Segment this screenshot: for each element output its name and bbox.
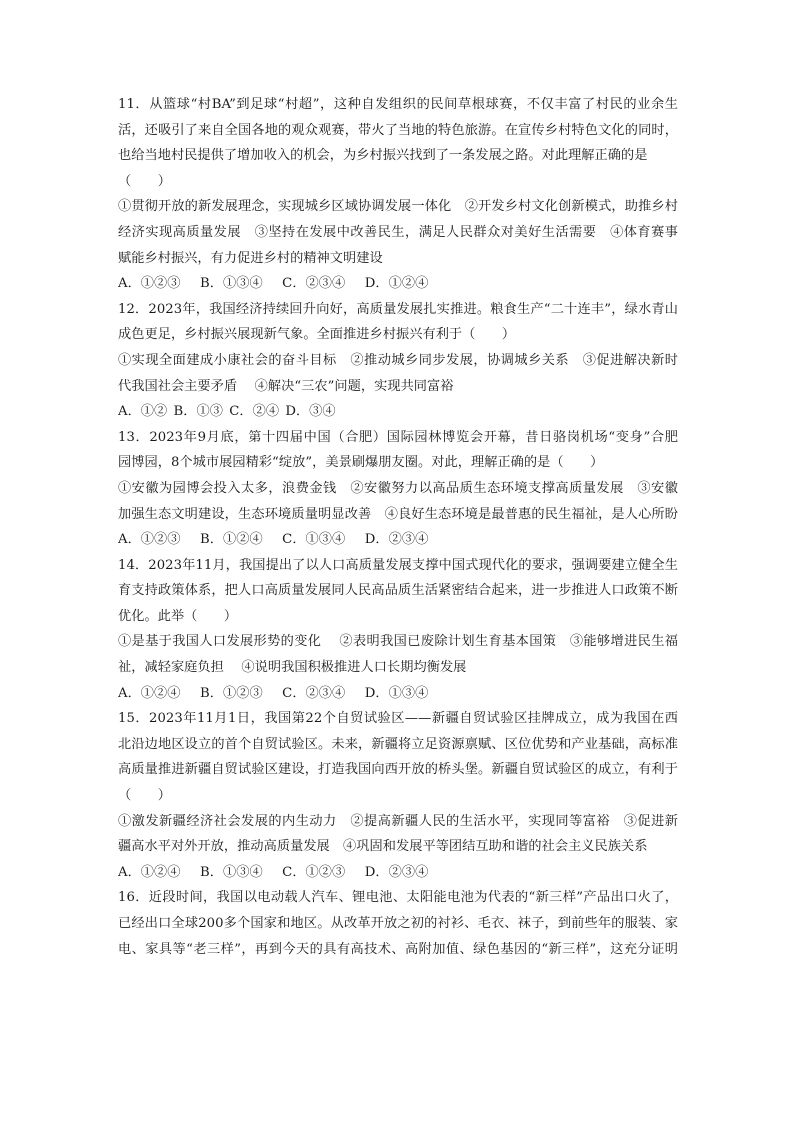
q11-statement-line-3: 赋能乡村振兴，有力促进乡村的精神文明建设 xyxy=(118,250,383,266)
document-page xyxy=(118,92,678,962)
q11-statement-line-2: 经济实现高质量发展 ③坚持在发展中改善民生，满足人民群众对美好生活需要 ④体育赛事 xyxy=(118,224,678,240)
q12-statement-line-2: 代我国社会主要矛盾 ④解决“三农”问题，实现共同富裕 xyxy=(118,378,454,394)
q11-options: A．①②③ B．①③④ C．②③④ D．①②④ xyxy=(118,276,429,292)
q11-stem-line-1: 11．从篮球“村BA”到足球“村超”，这种自发组织的民间草根球赛，不仅丰富了村民的业余生 xyxy=(118,97,678,112)
q14-stem-line-2: 育支持政策体系，把人口高质量发展同人民高品质生活紧密结合起来，进一步推进人口政策不断 xyxy=(118,583,678,599)
q15-answer-bracket: （ ） xyxy=(118,788,171,804)
q13-stem-line-2: 园博园，8个城市展园精彩“绽放”，美景刷爆朋友圈。对此，理解正确的是（ ） xyxy=(118,455,604,471)
q15-stem-line-2: 北沿边地区设立的首个自贸试验区。未来，新疆将立足资源禀赋、区位优势和产业基础，高标准 xyxy=(118,736,678,752)
q14-statement-line-1: ①是基于我国人口发展形势的变化 ②表明我国已废除计划生育基本国策 ③能够增进民生福 xyxy=(118,634,678,650)
q14-statement-line-2: 祉，减轻家庭负担 ④说明我国积极推进人口长期均衡发展 xyxy=(118,660,467,676)
q15-stem-line-1: 15．2023年11月1日，我国第22个自贸试验区——新疆自贸试验区挂牌成立，成为我国在西 xyxy=(118,711,678,727)
q11-stem-line-2: 活，还吸引了来自全国各地的观众观赛，带火了当地的特色旅游。在宣传乡村特色文化的同时， xyxy=(118,122,678,138)
q11-answer-bracket: （ ） xyxy=(118,173,171,189)
q13-options: A．①②③ B．①②④ C．①③④ D．②③④ xyxy=(118,532,429,548)
q12-options: A．①② B．①③ C．②④ D．③④ xyxy=(118,404,336,420)
q14-stem-line-1: 14．2023年11月，我国提出了以人口高质量发展支撑中国式现代化的要求，强调要建立健全生 xyxy=(118,557,678,573)
q12-statement-line-1: ①实现全面建成小康社会的奋斗目标 ②推动城乡同步发展，协调城乡关系 ③促进解决新时 xyxy=(118,352,678,368)
q12-stem-line-1: 12．2023年，我国经济持续回升向好，高质量发展扎实推进。粮食生产“二十连丰”，绿水青山 xyxy=(118,301,678,317)
q16-stem-line-2: 已经出口全球200多个国家和地区。从改革开放之初的衬衫、毛衣、袜子，到前些年的服装、家 xyxy=(118,916,678,931)
q15-options: A．①②④ B．①③④ C．①②③ D．②③④ xyxy=(118,864,429,880)
q14-stem-line-3: 优化。此举（ ） xyxy=(118,608,238,624)
q11-statement-line-1: ①贯彻开放的新发展理念，实现城乡区域协调发展一体化 ②开发乡村文化创新模式，助推乡村 xyxy=(118,199,678,215)
q12-stem-line-2: 成色更足，乡村振兴展现新气象。全面推进乡村振兴有利于（ ） xyxy=(118,327,516,343)
q15-stem-line-3: 高质量推进新疆自贸试验区建设，打造我国向西开放的桥头堡。新疆自贸试验区的成立，有利于 xyxy=(118,762,678,778)
q13-stem-line-1: 13．2023年9月底，第十四届中国（合肥）国际园林博览会开幕，昔日骆岗机场“变身”合肥 xyxy=(118,429,678,445)
q16-stem-line-3: 电、家具等“老三样”，再到今天的具有高技术、高附加值、绿色基因的“新三样”，这充分证明 xyxy=(118,941,678,957)
q11-stem-line-3: 也给当地村民提供了增加收入的机会，为乡村振兴找到了一条发展之路。对此理解正确的是 xyxy=(118,148,648,164)
q15-statement-line-2: 疆高水平对外开放，推动高质量发展 ④巩固和发展平等团结互助和谐的社会主义民族关系 xyxy=(118,839,648,855)
q13-statement-line-2: 加强生态文明建设，生态环境质量明显改善 ④良好生态环境是最普惠的民生福祉，是人心所盼 xyxy=(118,506,678,522)
q16-stem-line-1: 16．近段时间，我国以电动载人汽车、锂电池、太阳能电池为代表的“新三样”产品出口火了， xyxy=(118,890,678,906)
q14-options: A．①②④ B．①②③ C．②③④ D．①③④ xyxy=(118,685,429,701)
q13-statement-line-1: ①安徽为园博会投入太多，浪费金钱 ②安徽努力以高品质生态环境支撑高质量发展 ③安徽 xyxy=(118,480,678,496)
q15-statement-line-1: ①激发新疆经济社会发展的内生动力 ②提高新疆人民的生活水平，实现同等富裕 ③促进新 xyxy=(118,813,678,829)
